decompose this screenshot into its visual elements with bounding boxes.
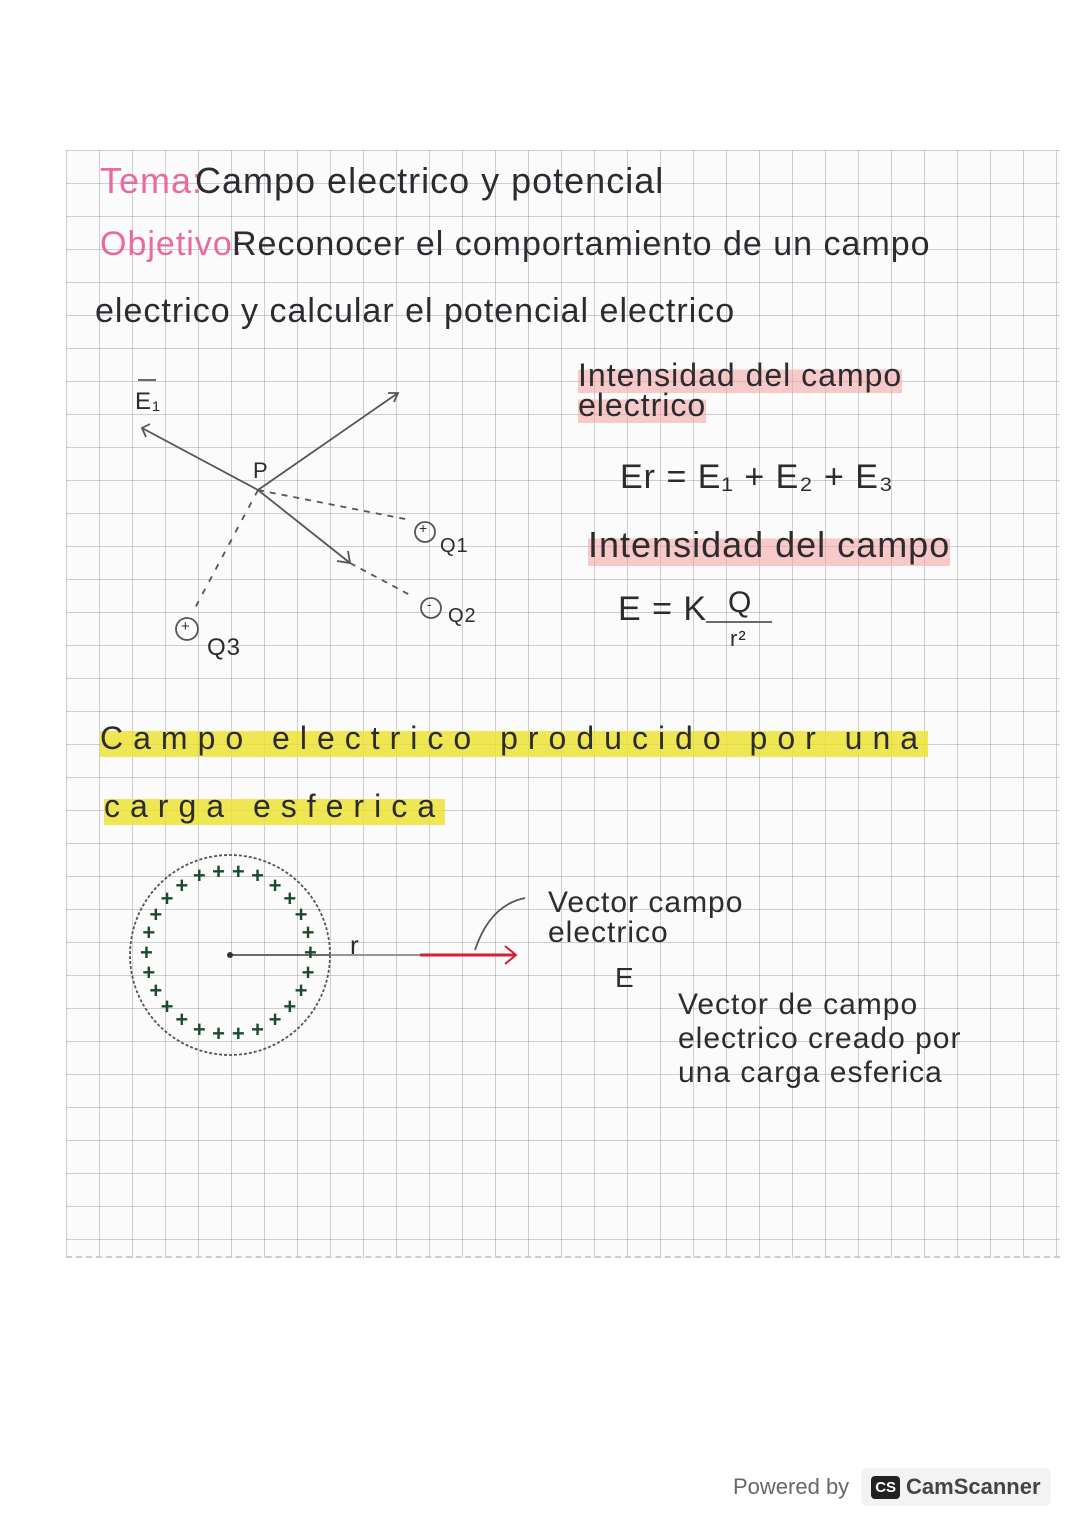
plus-charge: + [160,994,175,1020]
tema-label: Tema: [100,160,204,201]
heading-intensidad-campo: Intensidad del campo [588,524,951,565]
plus-charge: + [283,994,298,1020]
e-arrow-down [258,490,350,563]
plus-charge: + [160,885,175,911]
plus-charge: + [304,940,318,965]
plus-charge: + [283,885,298,911]
tema-text: Campo electrico y potencial [195,160,665,201]
plus-charge: + [301,920,316,946]
section-title-line1: Campo electrico producido por una [100,720,929,756]
q2-label: Q2 [448,605,477,627]
plus-charge: + [192,863,207,889]
plus-charge: + [268,1007,283,1033]
objetivo-text-1: Reconocer el comportamiento de un campo [232,225,931,263]
e-label: E [615,962,635,993]
heading-intensidad-campo-electrico [578,357,958,423]
caption-line: Vector de campo [678,988,919,1021]
plus-charge: + [142,959,157,985]
p-label: P [253,458,269,483]
plus-charge: + [192,1016,207,1042]
caption-line: electrico creado por [678,1022,962,1055]
powered-by-text: Powered by [733,1474,850,1499]
plus-charge: + [212,858,226,884]
caption-line: una carga esferica [678,1056,943,1089]
plus-charge: + [231,858,246,884]
q3-label: Q3 [207,634,242,661]
plus-charge: + [140,940,154,965]
plus-charge: + [149,978,164,1004]
caption [678,988,961,1090]
plus-charge: + [268,872,283,898]
plus-charge: + [251,863,265,889]
vector-label: Vector campo electrico [548,886,744,949]
plus-charge: + [301,959,316,985]
plus-charge: + [251,1016,265,1042]
formula-e-numerator: Q [728,586,753,619]
objetivo-text-2: electrico y calcular el potencial electrico [95,292,736,330]
camscanner-brand: CamScanner [906,1474,1041,1499]
formula-e-denominator: r² [730,626,747,651]
formula-er: Er = E₁ + E₂ + E₃ [620,458,894,496]
camscanner-watermark [733,1468,1051,1506]
plus-charge: + [294,978,309,1004]
formula-e-left: E = K [618,590,708,628]
plus-charge: + [175,872,190,898]
plus-charge: + [294,901,309,927]
plus-charge: + [149,901,164,927]
e1-arrow [142,428,258,490]
q1-label: Q1 [440,535,469,557]
q3-plus: + [181,618,191,635]
plus-charge: + [231,1021,246,1047]
e1-label: E₁ [135,388,162,415]
plus-charge: + [212,1021,226,1047]
plus-charge: + [142,920,157,946]
r-label: r [350,930,360,960]
q1-plus: + [419,520,429,536]
plus-charge: + [175,1007,190,1033]
q2-minus: - [427,596,433,612]
camscanner-logo-icon: CS [871,1476,900,1499]
e-arrow-up [258,393,398,490]
heading1-text: Intensidad del campo electrico [578,357,903,423]
objetivo-label: Objetivo: [100,225,244,263]
section-title-line2: carga esferica [104,788,445,824]
